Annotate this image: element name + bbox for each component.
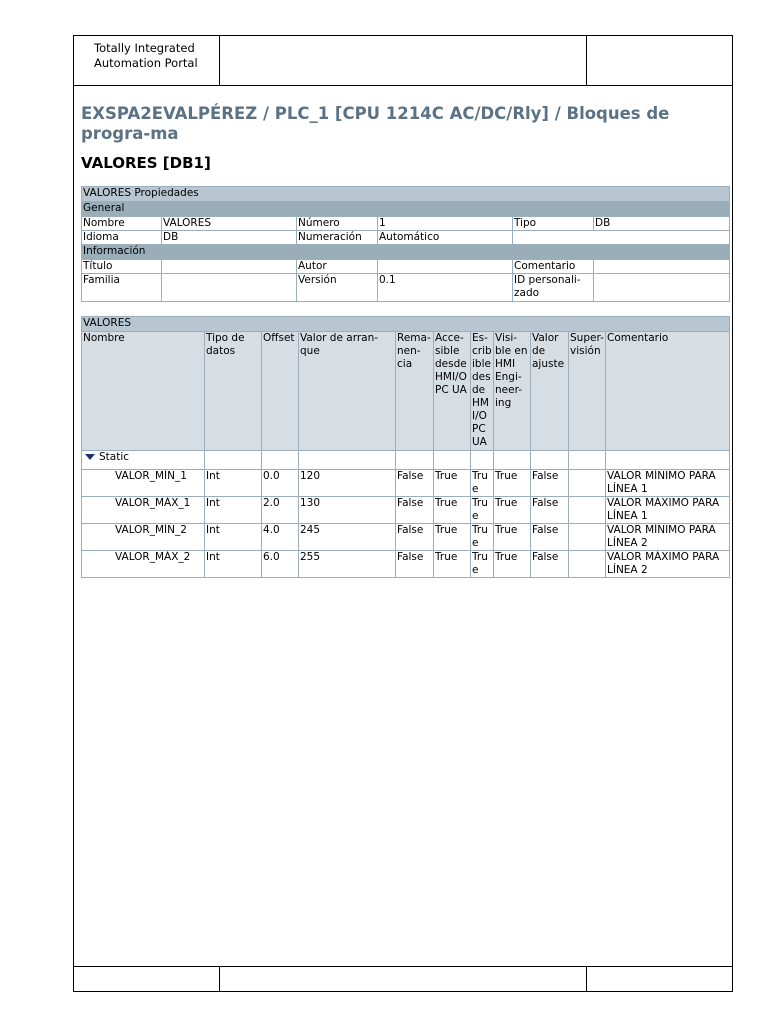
informacion-group-header	[82, 245, 730, 260]
var-retain: False	[396, 524, 434, 551]
empty-cell	[434, 451, 471, 470]
var-comment: VALOR MÍNIMO PARA LÍNEA 1	[606, 470, 730, 497]
col-header-accesible: Acce-sible desde HMI/O PC UA	[434, 332, 471, 451]
var-setpoint: False	[531, 551, 569, 578]
properties-section-title: VALORES Propiedades	[82, 187, 730, 202]
page-header	[74, 36, 732, 86]
variables-section-header	[82, 317, 730, 332]
titulo-value	[162, 260, 297, 274]
var-name: VALOR_MÁX_1	[82, 497, 205, 524]
var-offset: 0.0	[262, 470, 299, 497]
titulo-label: Título	[82, 260, 162, 274]
block-title: VALORES [DB1]	[81, 154, 211, 172]
var-setpoint: False	[531, 470, 569, 497]
var-writable: Tru e	[471, 551, 494, 578]
var-start-value: 120	[299, 470, 396, 497]
properties-row	[82, 231, 730, 245]
col-header-valor-ajuste: Valor de ajuste	[531, 332, 569, 451]
variables-section-title: VALORES	[82, 317, 730, 332]
var-retain: False	[396, 551, 434, 578]
var-offset: 6.0	[262, 551, 299, 578]
var-visible: True	[494, 497, 531, 524]
version-value: 0.1	[378, 274, 513, 302]
header-product-cell	[74, 36, 220, 85]
var-writable: Tru e	[471, 470, 494, 497]
var-type: Int	[205, 524, 262, 551]
properties-table	[81, 186, 730, 302]
var-name: VALOR_MÍN_2	[82, 524, 205, 551]
table-row	[82, 524, 730, 551]
nombre-value: VALORES	[162, 217, 297, 231]
page-footer	[74, 966, 732, 991]
var-retain: False	[396, 470, 434, 497]
empty-cell	[205, 451, 262, 470]
general-group-header	[82, 202, 730, 217]
var-accessible: True	[434, 524, 471, 551]
id-personalizado-value	[594, 274, 730, 302]
var-offset: 4.0	[262, 524, 299, 551]
col-header-comentario: Comentario	[606, 332, 730, 451]
nombre-label: Nombre	[82, 217, 162, 231]
table-row	[82, 497, 730, 524]
collapse-triangle-icon[interactable]	[85, 454, 95, 460]
footer-middle-cell	[220, 967, 587, 991]
static-cell	[82, 451, 205, 470]
empty-cell	[494, 451, 531, 470]
col-header-offset: Offset	[262, 332, 299, 451]
variables-table	[81, 316, 730, 578]
var-supervision	[569, 524, 606, 551]
page-title: EXSPA2EVALPÉREZ / PLC_1 [CPU 1214C AC/DC/Rly] / Bloques de progra-ma	[81, 104, 670, 143]
var-supervision	[569, 470, 606, 497]
col-header-nombre: Nombre	[82, 332, 205, 451]
var-visible: True	[494, 524, 531, 551]
var-setpoint: False	[531, 497, 569, 524]
general-group-title: General	[82, 202, 730, 217]
empty-cell	[531, 451, 569, 470]
var-type: Int	[205, 470, 262, 497]
numero-label: Número	[297, 217, 378, 231]
var-retain: False	[396, 497, 434, 524]
idioma-value: DB	[162, 231, 297, 245]
var-start-value: 245	[299, 524, 396, 551]
familia-label: Familia	[82, 274, 162, 302]
comentario-value	[594, 260, 730, 274]
column-header-row	[82, 332, 730, 451]
table-row	[82, 470, 730, 497]
var-comment: VALOR MÍNIMO PARA LÍNEA 2	[606, 524, 730, 551]
properties-row	[82, 274, 730, 302]
var-writable: Tru e	[471, 497, 494, 524]
properties-row	[82, 260, 730, 274]
empty-cell	[606, 451, 730, 470]
col-header-visible: Visi-ble en HMI Engi-neer-ing	[494, 332, 531, 451]
comentario-label: Comentario	[513, 260, 594, 274]
var-supervision	[569, 497, 606, 524]
familia-value	[162, 274, 297, 302]
empty-cell	[299, 451, 396, 470]
footer-left-cell	[74, 967, 220, 991]
col-header-escribible: Es-crib ible des de HM I/O PC UA	[471, 332, 494, 451]
idioma-label: Idioma	[82, 231, 162, 245]
static-label: Static	[99, 451, 130, 463]
static-section-row	[82, 451, 730, 470]
properties-row	[82, 217, 730, 231]
col-header-remanencia: Rema-nen-cia	[396, 332, 434, 451]
version-label: Versión	[297, 274, 378, 302]
tipo-label: Tipo	[513, 217, 594, 231]
properties-section-header	[82, 187, 730, 202]
var-comment: VALOR MÁXIMO PARA LÍNEA 1	[606, 497, 730, 524]
var-setpoint: False	[531, 524, 569, 551]
informacion-group-title: Información	[82, 245, 730, 260]
var-visible: True	[494, 551, 531, 578]
autor-value	[378, 260, 513, 274]
var-start-value: 255	[299, 551, 396, 578]
var-start-value: 130	[299, 497, 396, 524]
var-writable: Tru e	[471, 524, 494, 551]
empty-cell	[262, 451, 299, 470]
empty-cell	[396, 451, 434, 470]
var-name: VALOR_MÍN_1	[82, 470, 205, 497]
var-offset: 2.0	[262, 497, 299, 524]
var-accessible: True	[434, 551, 471, 578]
header-line-2: Automation Portal	[94, 56, 198, 70]
var-type: Int	[205, 497, 262, 524]
tipo-value: DB	[594, 217, 730, 231]
col-header-supervision: Super-visión	[569, 332, 606, 451]
id-personalizado-label: ID personali-zado	[513, 274, 594, 302]
empty-cell	[569, 451, 606, 470]
var-comment: VALOR MÁXIMO PARA LÍNEA 2	[606, 551, 730, 578]
var-type: Int	[205, 551, 262, 578]
empty-cell	[513, 231, 730, 245]
numeracion-label: Numeración	[297, 231, 378, 245]
col-header-tipo: Tipo de datos	[205, 332, 262, 451]
var-name: VALOR_MÁX_2	[82, 551, 205, 578]
header-line-1: Totally Integrated	[94, 41, 195, 55]
var-visible: True	[494, 470, 531, 497]
var-supervision	[569, 551, 606, 578]
numero-value: 1	[378, 217, 513, 231]
autor-label: Autor	[297, 260, 378, 274]
numeracion-value: Automático	[378, 231, 513, 245]
var-accessible: True	[434, 470, 471, 497]
var-accessible: True	[434, 497, 471, 524]
header-middle-cell	[220, 36, 587, 85]
empty-cell	[471, 451, 494, 470]
table-row	[82, 551, 730, 578]
col-header-valor-arranque: Valor de arran-que	[299, 332, 396, 451]
